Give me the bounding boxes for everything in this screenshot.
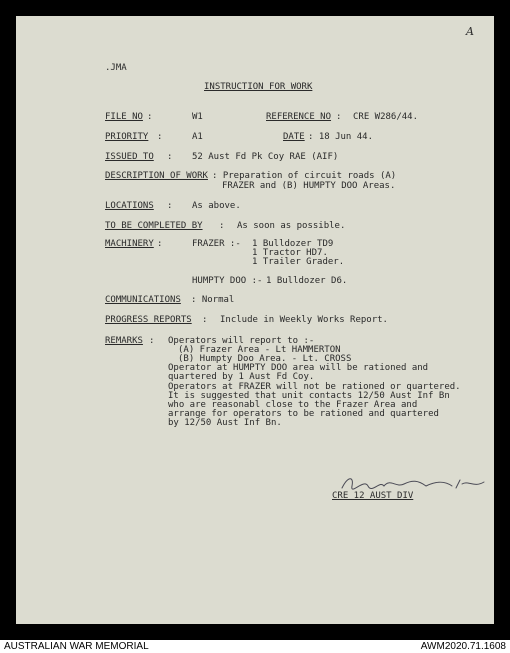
completion-value: As soon as possible. bbox=[237, 221, 346, 231]
reference-no-sep: : bbox=[336, 112, 342, 122]
machinery-sep: : bbox=[157, 239, 163, 249]
progress-reports-label: PROGRESS REPORTS bbox=[105, 315, 192, 325]
machinery-frazer-label: FRAZER :- bbox=[192, 239, 241, 249]
priority-sep: : bbox=[157, 132, 163, 142]
remarks-line: by 12/50 Aust Inf Bn. bbox=[168, 418, 282, 428]
file-no-label: FILE NO bbox=[105, 112, 143, 122]
document-page bbox=[16, 16, 494, 624]
remarks-line: It is suggested that unit contacts 12/50 Aust Inf Bn bbox=[168, 391, 450, 401]
remarks-label: REMARKS bbox=[105, 336, 143, 346]
locations-value: As above. bbox=[192, 201, 241, 211]
remarks-line: Operators will report to :- bbox=[168, 336, 315, 346]
priority-label: PRIORITY bbox=[105, 132, 149, 142]
description-label: DESCRIPTION OF WORK bbox=[105, 171, 208, 181]
progress-reports-sep: : bbox=[202, 315, 208, 325]
remarks-line: who are reasonabl close to the Frazer Area and bbox=[168, 400, 418, 410]
date-label: DATE bbox=[283, 132, 305, 142]
completion-sep: : bbox=[219, 221, 225, 231]
description-line: : Preparation of circuit roads (A) bbox=[212, 171, 397, 181]
remarks-line: Operator at HUMPTY DOO area will be rationed and bbox=[168, 363, 429, 373]
communications-label: COMMUNICATIONS bbox=[105, 295, 181, 305]
document-title: INSTRUCTION FOR WORK bbox=[204, 82, 313, 92]
corner-mark: A bbox=[466, 25, 474, 38]
machinery-item: 1 Bulldozer D6. bbox=[266, 276, 348, 286]
footer-bar bbox=[0, 640, 510, 653]
completion-label: TO BE COMPLETED BY bbox=[105, 221, 203, 231]
machinery-item: 1 Trailer Grader. bbox=[252, 257, 345, 267]
priority-value: A1 bbox=[192, 132, 203, 142]
progress-reports-value: Include in Weekly Works Report. bbox=[220, 315, 388, 325]
reference-no-label: REFERENCE NO bbox=[266, 112, 332, 122]
description-line: FRAZER and (B) HUMPTY DOO Areas. bbox=[222, 181, 396, 191]
footer-accession-number: AWM2020.71.1608 bbox=[420, 641, 506, 652]
communications-value: : Normal bbox=[191, 295, 235, 305]
initials: .JMA bbox=[105, 63, 127, 73]
remarks-line: quartered by 1 Aust Fd Coy. bbox=[168, 372, 315, 382]
machinery-item: 1 Bulldozer TD9 bbox=[252, 239, 334, 249]
locations-sep: : bbox=[167, 201, 173, 211]
signature-block: CRE 12 AUST DIV bbox=[332, 491, 414, 501]
machinery-humpty-label: HUMPTY DOO :- bbox=[192, 276, 263, 286]
remarks-line: (B) Humpty Doo Area. - Lt. CROSS bbox=[178, 354, 352, 364]
file-no-sep: : bbox=[147, 112, 153, 122]
date-value: : 18 Jun 44. bbox=[308, 132, 374, 142]
remarks-line: (A) Frazer Area - Lt HAMMERTON bbox=[178, 345, 341, 355]
issued-to-sep: : bbox=[167, 152, 173, 162]
remarks-sep: : bbox=[149, 336, 155, 346]
remarks-line: arrange for operators to be rationed and quartered bbox=[168, 409, 439, 419]
file-no-value: W1 bbox=[192, 112, 203, 122]
machinery-label: MACHINERY bbox=[105, 239, 154, 249]
issued-to-label: ISSUED TO bbox=[105, 152, 154, 162]
footer-institution: AUSTRALIAN WAR MEMORIAL bbox=[4, 641, 149, 652]
issued-to-value: 52 Aust Fd Pk Coy RAE (AIF) bbox=[192, 152, 339, 162]
reference-no-value: CRE W286/44. bbox=[353, 112, 419, 122]
locations-label: LOCATIONS bbox=[105, 201, 154, 211]
machinery-item: 1 Tractor HD7. bbox=[252, 248, 328, 258]
remarks-line: Operators at FRAZER will not be rationed or quartered. bbox=[168, 382, 461, 392]
